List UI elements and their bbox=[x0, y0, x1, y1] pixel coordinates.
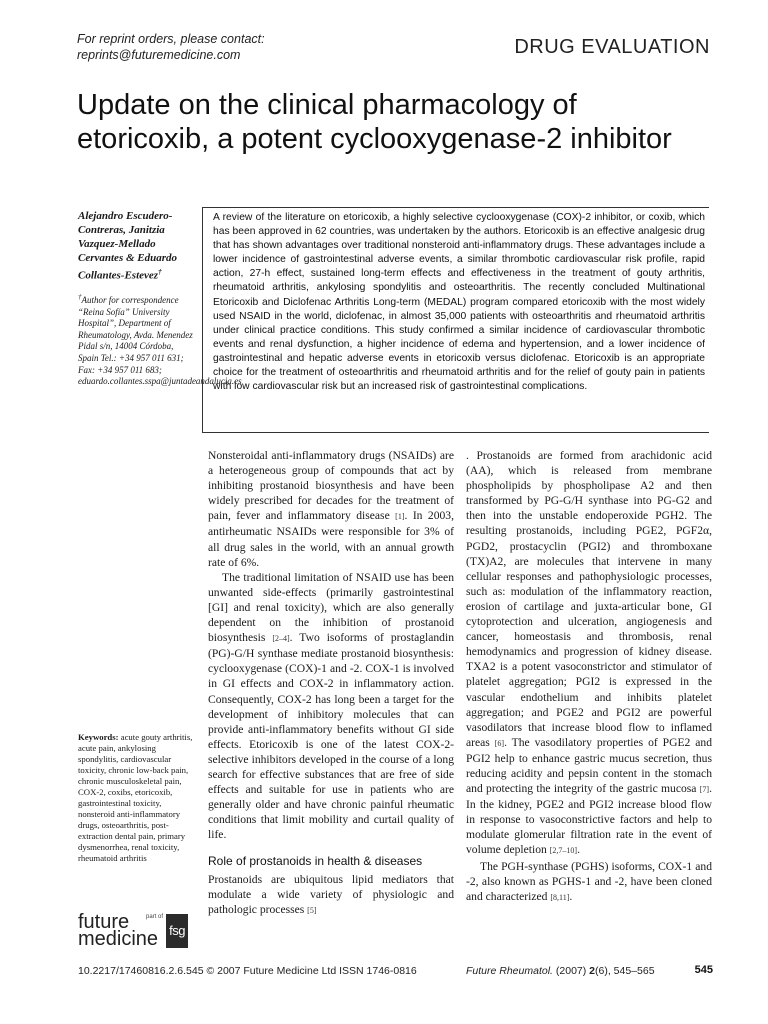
section-heading: Role of prostanoids in health & diseases bbox=[208, 854, 423, 869]
reprint-email[interactable]: reprints@futuremedicine.com bbox=[77, 48, 241, 62]
page-number: 545 bbox=[694, 964, 713, 976]
citation-ref[interactable]: [7] bbox=[699, 785, 710, 795]
paragraph-text: The PGH-synthase (PGHS) isoforms, COX-1 and -2, also known as PGHS-1 and -2, have been cloned and characterized bbox=[466, 859, 712, 903]
fsg-logo-icon: fsg bbox=[166, 914, 188, 948]
citation-ref[interactable]: [6] bbox=[494, 738, 505, 748]
footer-journal-name: Future Rheumatol. bbox=[466, 965, 553, 977]
paragraph-text: . In 2003, antirheumatic NSAIDs were responsible for 3% of all drug sales in the world, with an annual growth rate of 6%. bbox=[208, 509, 454, 569]
author-mark: † bbox=[158, 268, 162, 276]
footer-volume: 2 bbox=[589, 965, 596, 977]
reprint-notice bbox=[77, 31, 265, 63]
body-column-1 bbox=[208, 448, 454, 918]
affiliation bbox=[78, 292, 242, 388]
paragraph-intro bbox=[208, 448, 454, 570]
paragraph-limitations bbox=[208, 570, 454, 843]
paragraph-text: . The vasodilatory properties of PGE2 and PGI2 help to enhance gastric mucus secretion, thus reducing acidity and pepsin content in the stomach and protecting the integrity of the gastric mucosa bbox=[466, 735, 713, 796]
citation-ref[interactable]: [5] bbox=[307, 905, 317, 915]
keywords-block bbox=[78, 732, 196, 864]
reprint-line-1: For reprint orders, please contact: bbox=[77, 32, 265, 46]
paragraph-text: Nonsteroidal anti-inflammatory drugs (NSAIDs) are a heterogeneous group of compounds that act by inhibiting prostanoid biosynthesis and have been widely prescribed for decades for the treatment of pain, fever and inflammatory disease bbox=[208, 449, 454, 523]
paragraph-text: . bbox=[569, 889, 573, 903]
paragraph-prostanoids-continued bbox=[466, 448, 712, 859]
footer-journal-citation bbox=[466, 965, 655, 977]
affiliation-text: Author for correspondence “Reina Sofía” University Hospital”, Department of Rheumatology, Avda. Menendez Pidal s/n, 14004 Córdoba, Spain Tel.: +34 957 011 631; Fax: +34 957 011 683; eduardo.collantes.sspa@juntadeandalucia.es bbox=[78, 295, 242, 387]
logo-part-of-text: part of bbox=[146, 914, 164, 920]
paragraph-text: The traditional limitation of NSAID use has been unwanted side-effects (primarily gastrointestinal [GI] and renal toxicity), which are also generally dependent on the inhibition of prostanoid biosynthesis bbox=[208, 570, 454, 645]
keywords-label: Keywords: bbox=[78, 732, 119, 742]
paragraph-text: Prostanoids are ubiquitous lipid mediators that modulate a wide variety of physiologic and pathologic processes bbox=[208, 872, 454, 916]
paragraph-text: . Two isoforms of prostaglandin (PG)-G/H synthase mediate prostanoid biosynthesis: cyclooxygenase (COX)-1 and -2. COX-1 is involved in GI effects and COX-2 in inflammatory action. Consequently, COX-2 has long been a target for the development of inhibitory molecules that can provide anti-inflammatory benefits without GI side effects. Etoricoxib is one of the latest COX-2-selective inhibitors developed in the course of a long search for effective substances that are free of side effects and suitable for use in patients who are generally older and have chronic painful rheumatic conditions that limit mobility and curtail quality of life. bbox=[208, 631, 454, 842]
article-title: Update on the clinical pharmacology of etoricoxib, a potent cyclooxygenase-2 inhibitor bbox=[77, 89, 672, 155]
abstract-box: A review of the literature on etoricoxib, a highly selective cyclooxygenase (COX)-2 inhibitor, or coxib, which has been approved in 62 countries, was undertaken by the authors. Etoricoxib is an effective analgesic drug that has shown advantages over traditional nonsteroid anti-inflammatory drugs. These advantages include a lower incidence of gastrointestinal adverse events, a similar thrombotic cardiovascular risk profile, rapid action, 27-h effect, sustained long-term effects and effectiveness in the treatment of gouty arthritis, rheumatoid arthritis, ankylosing spondylitis and osteoarthritis. The recently concluded Multinational Etoricoxib and Diclofenac Arthritis Long-term (MEDAL) program compared etoricoxib with the most widely used NSAID in the world, diclofenac, in almost 35,000 patients with osteoarthritis and rheumatoid arthritis under clinical practice conditions. This study confirmed a similar incidence of cardiovascular thrombotic events and renal dysfunction, a higher incidence of edema and hypertension, and a lower incidence of gastrointestinal and hepatic adverse events in etoricoxib versus diclofenac. Etoricoxib is an appropriate choice for the treatment of osteoarthritis and rheumatoid arthritis and for the relief of gouty pain in patients with low cardiovascular risk but an increased risk of gastrointestinal complications. bbox=[202, 207, 709, 433]
author-names: Alejandro Escudero-Contreras, Janitzia Vazquez-Mellado Cervantes & Eduardo Collantes-Estevez bbox=[78, 210, 178, 282]
future-medicine-logo bbox=[78, 912, 188, 952]
citation-ref[interactable]: [8,11] bbox=[550, 892, 570, 902]
paragraph-text: . bbox=[577, 843, 580, 857]
citation-ref[interactable]: [2,7–10] bbox=[549, 846, 578, 856]
keywords-text: acute gouty arthritis, acute pain, ankylosing spondylitis, cardiovascular toxicity, chronic low-back pain, chronic musculoskeletal pain, COX-2, coxibs, etoricoxib, gastrointestinal toxicity, nonsteroid anti-inflammatory drugs, osteoarthritis, post-extraction dental pain, primary dysmenorrhea, renal toxicity, rheumatoid arthritis bbox=[78, 732, 193, 863]
citation-ref[interactable]: [1] bbox=[395, 512, 405, 522]
paragraph-pghs bbox=[466, 859, 712, 905]
section-label: DRUG EVALUATION bbox=[514, 36, 710, 58]
logo-medicine-text: medicine bbox=[78, 928, 159, 950]
footer-issue: (6), 545–565 bbox=[595, 965, 655, 977]
footer-year: (2007) bbox=[555, 965, 587, 977]
logo-future-text: future bbox=[78, 911, 130, 933]
affiliation-mark: † bbox=[78, 293, 82, 301]
author-list bbox=[78, 209, 196, 283]
body-column-2 bbox=[466, 448, 712, 905]
paragraph-prostanoids bbox=[208, 872, 454, 918]
paragraph-text: . Prostanoids are formed from arachidonic acid (AA), which is released from membrane phospholipids by phospholipase A2 and then transformed by PG-G/H synthase into PG-G2 and then into the unstable endoperoxide PGH2. The resulting prostanoids, including PGE2, PGF2α, PGD2, prostacyclin (PGI2) and thromboxane (TX)A2, are molecules that intervene in many cellular responses and pathophysiologic processes, such as: modulation of the inflammatory reaction, erosion of cartilage and juxta-articular bone, GI cytoprotection and ulceration, angiogenesis and cancer, homeostasis and thrombosis, renal hemodynamics and progression of kidney disease. TXA2 is a potent vasoconstrictor and stimulator of platelet aggregation; PGI2 is expressed in the vascular endothelium and inhibits platelet aggregation; and PGE2 and PGI2 are powerful vasodilators that increase blood flow to inflamed areas bbox=[466, 449, 712, 749]
footer-doi: 10.2217/17460816.2.6.545 © 2007 Future Medicine Ltd ISSN 1746-0816 bbox=[78, 965, 417, 977]
paragraph-text: . In the kidney, PGE2 and PGI2 increase blood flow in response to vasoconstrictive factors and help to modulate glomerular filtration rate in the event of volume depletion bbox=[466, 782, 712, 857]
citation-ref[interactable]: [2–4] bbox=[272, 634, 290, 644]
